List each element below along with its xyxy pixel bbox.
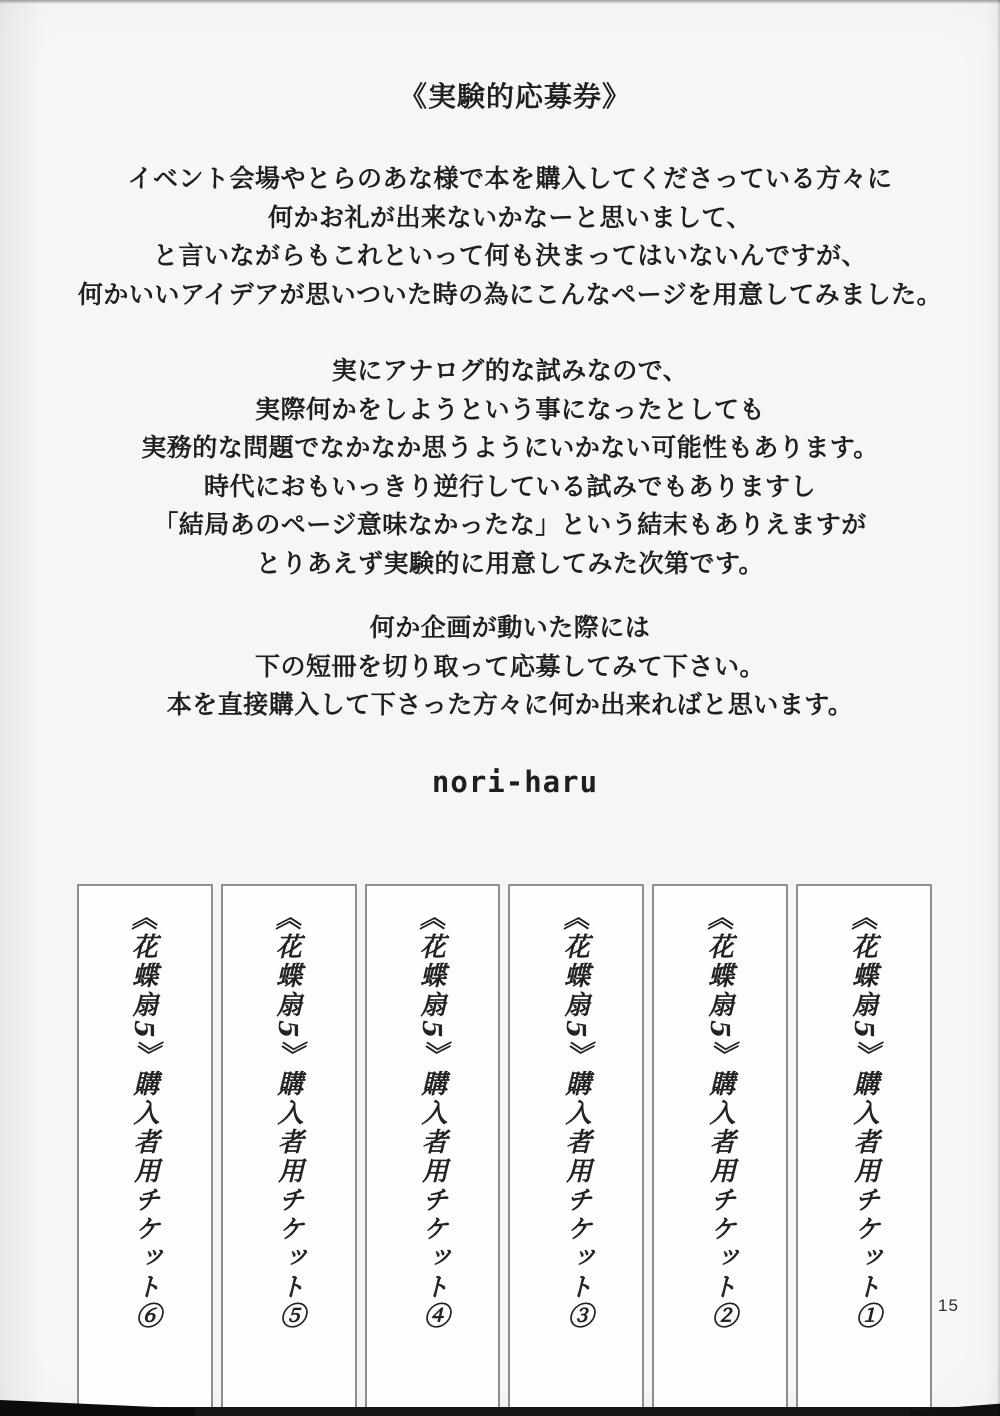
ticket-5 xyxy=(221,884,357,1416)
text-line: 「結局あのページ意味なかったな」という結末もありえますが xyxy=(153,511,867,539)
text-line: 実際何かをしようという事になったとしても xyxy=(254,395,765,424)
text-line: イベント会場やとらのあな様で本を購入してくださっている方々に xyxy=(127,165,893,193)
text-line: 実にアナログ的な試みなので、 xyxy=(331,357,689,385)
page-title: 《実験的応募券》 xyxy=(398,81,631,112)
text-line: 実務的な問題でなかなか思うようにいかない可能性もあります。 xyxy=(141,434,879,462)
ticket-label: 《花蝶扇5》購入者用チケット③ xyxy=(558,903,594,1332)
page-number: 15 xyxy=(938,1296,959,1315)
ticket-label: 《花蝶扇5》購入者用チケット④ xyxy=(414,903,450,1332)
text-line: 何かいいアイデアが思いついた時の為にこんなページを用意してみました。 xyxy=(77,280,943,309)
text-line: 下の短冊を切り取って応募してみて下さい。 xyxy=(254,652,765,681)
text-line: 何か企画が動いた際には xyxy=(369,614,651,642)
paragraph-caveats xyxy=(10,352,1000,583)
text-line: 本を直接購入して下さった方々に何か出来ればと思います。 xyxy=(166,691,854,719)
text-line: 時代におもいっきり逆行している試みでもありますし xyxy=(203,472,816,501)
scan-top-edge xyxy=(0,0,1000,4)
ticket-label: 《花蝶扇5》購入者用チケット⑥ xyxy=(127,903,162,1332)
text-line: と言いながらもこれといって何も決まってはいないんですが、 xyxy=(152,242,867,270)
author-signature: nori-haru xyxy=(431,765,599,799)
ticket-4 xyxy=(365,884,501,1416)
ticket-strip xyxy=(77,884,932,1416)
ticket-2 xyxy=(652,884,788,1416)
text-line: 何かお礼が出来ないかなーと思いまして、 xyxy=(267,203,752,232)
paragraph-instructions xyxy=(10,609,1000,725)
ticket-label: 《花蝶扇5》購入者用チケット① xyxy=(846,903,881,1332)
ticket-1 xyxy=(796,884,932,1416)
ticket-label: 《花蝶扇5》購入者用チケット② xyxy=(702,903,737,1332)
text-line: とりあえず実験的に用意してみた次第です。 xyxy=(255,549,764,578)
ticket-3 xyxy=(508,884,644,1416)
ticket-label: 《花蝶扇5》購入者用チケット⑤ xyxy=(270,903,306,1332)
paragraph-intro xyxy=(10,160,1000,314)
ticket-6 xyxy=(77,884,213,1416)
